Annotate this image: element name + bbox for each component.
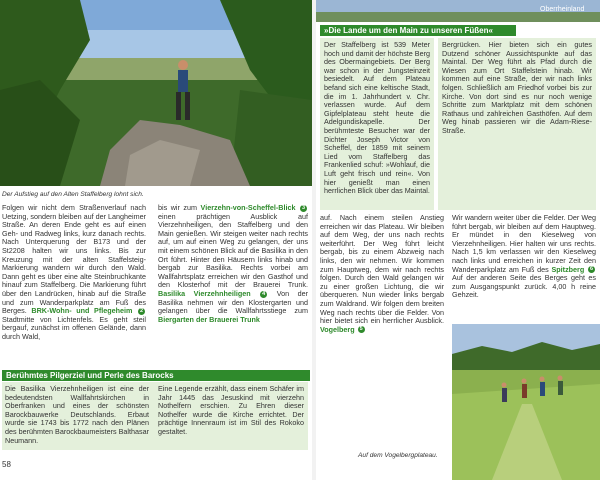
basilika-box — [2, 382, 308, 450]
col5-b: Auf der anderen Seite des Berges geht es zum Ausgangspunkt zurück. 4,00 h reine Gehzeit. — [452, 273, 596, 300]
page-gutter — [312, 0, 316, 480]
basilika-box-text-left: Die Basilika Vierzehnheiligen ist eine der bedeutendsten Wallfahrtskirchen in Oberfranken und eines der schönsten Barockbauwerke Deutschlands. Erbaut wurde sie 1743 bis 1772 nach den Plänen des berühmten Barockbaumeisters Balthasar Neumann. — [5, 385, 149, 445]
link-spitzberg[interactable]: Spitzberg — [551, 264, 585, 274]
waypoint-badge-5: 5 — [359, 326, 363, 333]
waypoint-badge-3: 3 — [301, 204, 306, 211]
link-brk-heim[interactable]: BRK-Wohn- und Pflegeheim — [31, 306, 133, 316]
text-column-3 — [320, 214, 444, 446]
box-heading: Berühmtes Pilgerziel und Perle des Barocks — [2, 370, 310, 381]
col2-text: einen prächtigen Ausblick auf Vierzehnheiligen, den Staffelberg und den Main genießen. Wir steigen weiter nach rechts auf, um auf einen Weg zu gelangen, der uns mit einem schönen Blick auf die Basilika in den Ort führt. Hinter den Häusern links hinab und bergab zur Basilika. Rechts vorbei am Wallfahrtsplatz erreichen wir den Gasthof und den Klosterhof mit der Brauerei Trunk. — [158, 211, 308, 290]
col2-start: bis wir zum — [158, 204, 197, 212]
col5-text: Wir wandern weiter über die Felder. Der Weg führt bergab, wir bleiben auf dem Hauptweg. Er mündet in den Kieselweg von Vierzehnheiligen. Hier halten wir uns rechts. Nach 1,5 km verlassen wir den Kieselweg nach links und erreichen in kurzer Zeit den Wanderparkplatz am Fuß des — [452, 214, 596, 274]
photo-vogelberg-plateau — [452, 324, 600, 480]
section-heading: »Die Lande um den Main zu unseren Füßen« — [320, 25, 516, 36]
staffelberg-info-text: Der Staffelberg ist 539 Meter hoch und damit der höchste Berg des Obermaingebiets. Der Berg war schon in der Jungsteinzeit besiedelt. Auf dem Plateau befand sich eine keltische Stadt, die im 1. Jahrhundert v. Chr. verlassen wurde. Auf dem Gipfelplateau steht heute die Adelgundiskapelle. Der berühmteste Besucher war der Dichter Joseph Victor von Scheffel, der 1859 mit seinem Lied vom Staffelberg das Frankenlied schuf: »Wohlauf, die Luft geht frisch und rein«. Von hier genießt man einen herrlichen Blick über das Maintal. — [324, 40, 430, 196]
link-basilika[interactable]: Basilika Vierzehnheiligen — [158, 288, 251, 298]
staffelberg-info-box-2 — [438, 38, 596, 210]
summit-photo-illustration — [0, 0, 312, 186]
top-photo-caption: Der Aufstieg auf den Alten Staffelberg lohnt sich. — [2, 191, 144, 198]
plateau-photo-illustration — [452, 324, 600, 480]
waypoint-badge-2: 2 — [139, 307, 144, 314]
col3b-text: auf. Nach einem steilen Anstieg erreichen wir das Plateau. Wir bleiben auf dem Weg, der uns nach rechts weiterführt. Der Weg führt leicht bergab, bis zu einem Abzweig nach links, den wir nehmen. Wir kommen zum Hauptweg, dem wir nach rechts folgen. Durch den Wald gelangen wir zu einer großen Lichtung, die wir überqueren. Nun wieder links bergab zum Waldrand. Wir folgen dem breiten Weg nach rechts über die Felder. Von hier bietet sich ein herrlicher Ausblick. — [320, 214, 444, 326]
page-number: 58 — [2, 460, 11, 469]
text-column-4 — [452, 214, 596, 320]
link-biergarten[interactable]: Biergarten der Brauerei Trunk — [158, 314, 260, 324]
col2-text2: Von der Basilika nehmen wir den Klostergarten und gelangen über die Wallfahrtsstiege zum — [158, 288, 308, 316]
col1-text: Folgen wir nicht dem Straßenverlauf nach Uetzing, sondern bleiben auf der Langheimer Straße. An deren Ende geht es auf einen Geh- und Radweg links, kurz danach rechts. Nach Unterquerung der B173 und der St2208 halten wir uns links. Bis zur Kreuzung mit der alten Staffelsteig-Markierung wandern wir durch den Wald. Dann geht es über eine alte Steinbruchkante hinauf zum Staffelberg. Die Markierung führt über den Landrücken, hinab auf die Straße und zum Wanderparkplatz am Fuß des Berges. — [2, 204, 146, 316]
staffelberg-info-box — [320, 38, 434, 210]
link-scheffel-blick[interactable]: Vierzehn-von-Scheffel-Blick — [200, 204, 296, 212]
text-column-2 — [158, 204, 308, 368]
waypoint-badge-4: 4 — [262, 290, 266, 297]
running-header: Oberrheinland — [540, 6, 585, 13]
text-column-1 — [2, 204, 146, 368]
staffelberg-info-text-2: Bergrücken. Hier bieten sich ein gutes Dutzend schöner Aussichtspunkte auf das Maintal. Der Weg führt als Pfad durch die Wiesen zum Ort Staffelstein hinab. Wir kommen auf eine Straße, der wir nach links folgen. Schließlich am Friedhof vorbei bis zur Kirche. Von dort sind es nur noch wenige Schritte zum Marktplatz mit dem schönen Rathaus und zahlreichen Gasthöfen. Auf dem Weg hinab passieren wir die Adam-Riese-Straße. — [442, 40, 592, 135]
bottom-photo-caption: Auf dem Vogelbergplateau. — [358, 452, 438, 459]
link-vogelberg[interactable]: Vogelberg — [320, 324, 355, 334]
col1-mid: Stadtmitte von Lichtenfels. Es geht steil bergauf, zunächst im offenen Gelände, dann durch Wald, — [2, 314, 146, 341]
photo-staffelberg-summit — [0, 0, 312, 186]
waypoint-badge-6: 6 — [590, 266, 594, 273]
basilika-box-text-right: Eine Legende erzählt, dass einem Schäfer im Jahr 1445 das Jesuskind mit vierzehn Nothelfern erschien. Zu Ehren dieser Nothelfer wurde die Kirche errichtet. Der prächtige Innenraum ist im Stil des Rokoko gestaltet. — [158, 385, 304, 436]
